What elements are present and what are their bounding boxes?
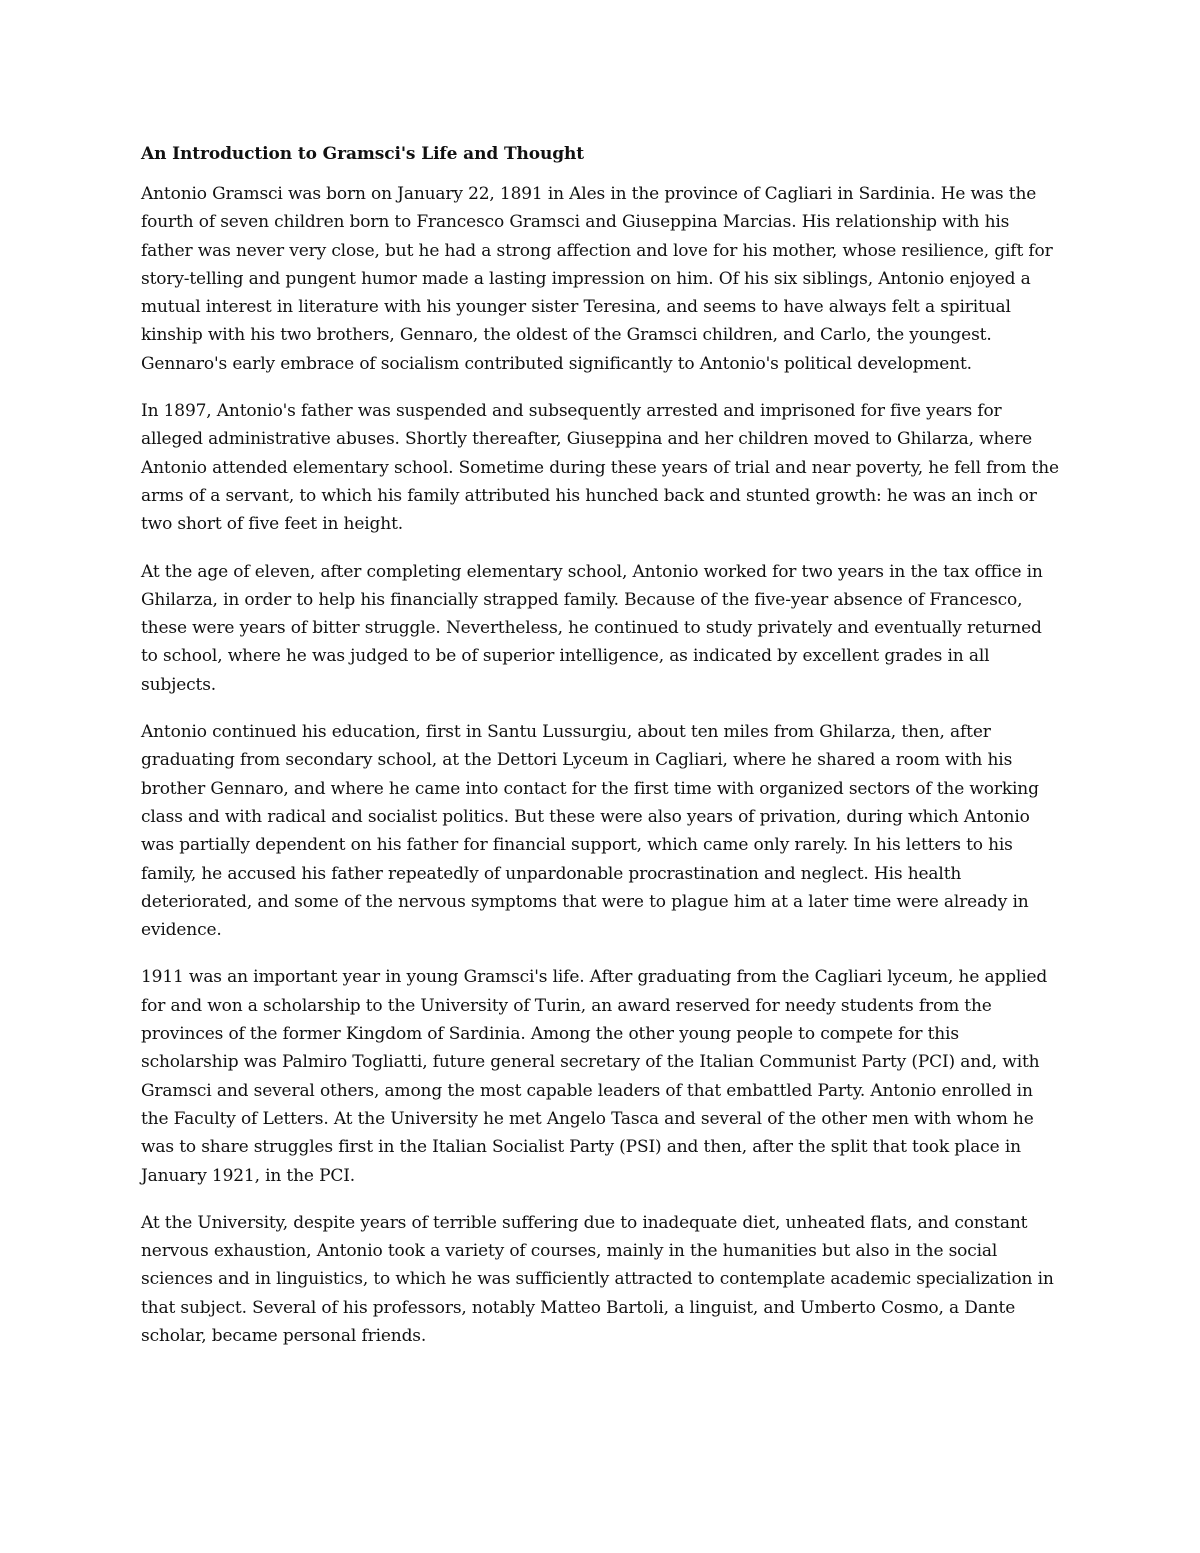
document-page — [141, 140, 1061, 1369]
paragraph-6: At the University, despite years of terrible suffering due to inadequate diet, unheated flats, and constant nervous exhaustion, Antonio took a variety of courses, mainly in the humanities but also in the social sciences and in linguistics, to which he was sufficiently attracted to contemplate academic specialization in that subject. Several of his professors, notably Matteo Bartoli, a linguist, and Umberto Cosmo, a Dante scholar, became personal friends. — [141, 1212, 1054, 1346]
paragraph-2: In 1897, Antonio's father was suspended and subsequently arrested and imprisoned for five years for alleged administrative abuses. Shortly thereafter, Giuseppina and her children moved to Ghilarza, where Antonio attended elementary school. Sometime during these years of trial and near poverty, he fell from the arms of a servant, to which his family attributed his hunched back and stunted growth: he was an inch or two short of five feet in height. — [141, 401, 1059, 535]
paragraph-4: Antonio continued his education, first in Santu Lussurgiu, about ten miles from Ghilarza, then, after graduating from secondary school, at the Dettori Lyceum in Cagliari, where he shared a room with his brother Gennaro, and where he came into contact for the first time with organized sectors of the working class and with radical and socialist politics. But these were also years of privation, during which Antonio was partially dependent on his father for financial support, which came only rarely. In his letters to his family, he accused his father repeatedly of unpardonable procrastination and neglect. His health deteriorated, and some of the nervous symptoms that were to plague him at a later time were already in evidence. — [141, 722, 1039, 941]
paragraph-3: At the age of eleven, after completing elementary school, Antonio worked for two years in the tax office in Ghilarza, in order to help his financially strapped family. Because of the five-year absence of Francesco, these were years of bitter struggle. Nevertheless, he continued to study privately and eventually returned to school, where he was judged to be of superior intelligence, as indicated by excellent grades in all subjects. — [141, 561, 1043, 695]
paragraph-1: Antonio Gramsci was born on January 22, 1891 in Ales in the province of Cagliari in Sardinia. He was the fourth of seven children born to Francesco Gramsci and Giuseppina Marcias. His relationship with his father was never very close, but he had a strong affection and love for his mother, whose resilience, gift for story-telling and pungent humor made a lasting impression on him. Of his six siblings, Antonio enjoyed a mutual interest in literature with his younger sister Teresina, and seems to have always felt a spiritual kinship with his two brothers, Gennaro, the oldest of the Gramsci children, and Carlo, the youngest. Gennaro's early embrace of socialism contributed significantly to Antonio's political development. — [141, 184, 1053, 374]
document-title: An Introduction to Gramsci's Life and Thought — [141, 144, 585, 164]
paragraph-5: 1911 was an important year in young Gramsci's life. After graduating from the Cagliari lyceum, he applied for and won a scholarship to the University of Turin, an award reserved for needy students from the provinces of the former Kingdom of Sardinia. Among the other young people to compete for this scholarship was Palmiro Togliatti, future general secretary of the Italian Communist Party (PCI) and, with Gramsci and several others, among the most capable leaders of that embattled Party. Antonio enrolled in the Faculty of Letters. At the University he met Angelo Tasca and several of the other men with whom he was to share struggles first in the Italian Socialist Party (PSI) and then, after the split that took place in January 1921, in the PCI. — [141, 967, 1048, 1186]
